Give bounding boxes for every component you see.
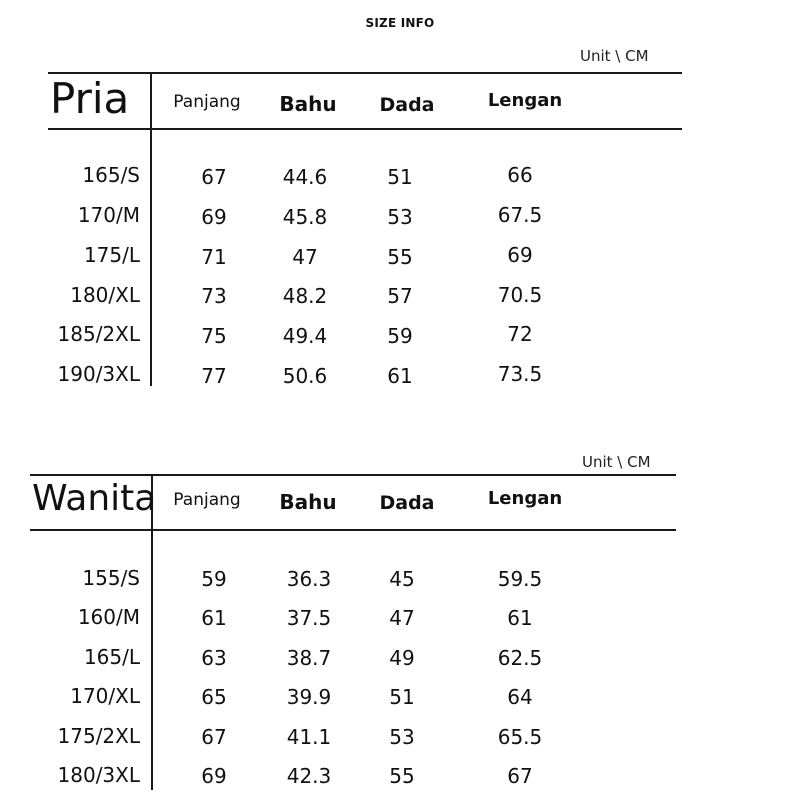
cell-panjang: 63 [201, 646, 227, 670]
size-label: 175/2XL [57, 724, 140, 748]
table-header-rule-wanita [30, 529, 676, 531]
column-header-dada: Dada [379, 94, 435, 116]
cell-panjang: 59 [201, 567, 227, 591]
cell-dada: 57 [387, 284, 413, 308]
cell-bahu: 49.4 [282, 324, 328, 348]
cell-dada: 55 [389, 764, 415, 788]
column-header-panjang: Panjang [173, 490, 241, 510]
cell-bahu: 42.3 [286, 764, 332, 788]
cell-lengan: 61 [507, 606, 533, 630]
size-label: 175/L [83, 243, 140, 267]
cell-dada: 53 [389, 725, 415, 749]
cell-panjang: 75 [201, 324, 227, 348]
table-column-divider-pria [150, 72, 152, 386]
cell-panjang: 61 [201, 606, 227, 630]
cell-lengan: 67 [507, 764, 533, 788]
cell-lengan: 67.5 [497, 203, 543, 227]
cell-panjang: 67 [201, 725, 227, 749]
size-label: 170/XL [70, 684, 140, 708]
column-header-lengan: Lengan [487, 488, 563, 509]
column-header-lengan: Lengan [487, 90, 563, 111]
cell-bahu: 48.2 [282, 284, 328, 308]
size-label: 185/2XL [57, 322, 140, 346]
cell-lengan: 64 [507, 685, 533, 709]
cell-lengan: 65.5 [497, 725, 543, 749]
cell-lengan: 66 [507, 163, 533, 187]
cell-bahu: 38.7 [286, 646, 332, 670]
cell-panjang: 65 [201, 685, 227, 709]
cell-dada: 55 [387, 245, 413, 269]
cell-dada: 51 [389, 685, 415, 709]
column-header-dada: Dada [379, 492, 435, 514]
group-label-wanita: Wanita [32, 478, 157, 519]
size-label: 160/M [77, 605, 140, 629]
cell-lengan: 69 [507, 243, 533, 267]
column-header-bahu: Bahu [279, 92, 337, 116]
cell-bahu: 50.6 [282, 364, 328, 388]
cell-bahu: 44.6 [282, 165, 328, 189]
cell-lengan: 62.5 [497, 646, 543, 670]
size-label: 165/L [83, 645, 140, 669]
cell-bahu: 47 [292, 245, 318, 269]
column-header-panjang: Panjang [173, 92, 241, 112]
cell-panjang: 69 [201, 205, 227, 229]
cell-panjang: 73 [201, 284, 227, 308]
cell-dada: 59 [387, 324, 413, 348]
cell-panjang: 77 [201, 364, 227, 388]
table-top-rule-wanita [30, 474, 676, 476]
size-label: 180/XL [70, 283, 140, 307]
size-label: 155/S [82, 566, 140, 590]
size-label: 165/S [82, 163, 140, 187]
cell-panjang: 71 [201, 245, 227, 269]
size-label: 170/M [77, 203, 140, 227]
cell-dada: 53 [387, 205, 413, 229]
size-label: 180/3XL [57, 763, 140, 787]
unit-label-wanita: Unit \ CM [582, 453, 651, 471]
cell-dada: 47 [389, 606, 415, 630]
cell-bahu: 41.1 [286, 725, 332, 749]
cell-panjang: 67 [201, 165, 227, 189]
size-label: 190/3XL [57, 362, 140, 386]
group-label-pria: Pria [50, 74, 130, 123]
cell-lengan: 70.5 [497, 283, 543, 307]
cell-dada: 51 [387, 165, 413, 189]
cell-dada: 49 [389, 646, 415, 670]
cell-panjang: 69 [201, 764, 227, 788]
cell-lengan: 59.5 [497, 567, 543, 591]
table-header-rule-pria [48, 128, 682, 130]
cell-lengan: 72 [507, 322, 533, 346]
cell-bahu: 37.5 [286, 606, 332, 630]
cell-bahu: 45.8 [282, 205, 328, 229]
cell-bahu: 39.9 [286, 685, 332, 709]
column-header-bahu: Bahu [279, 490, 337, 514]
cell-bahu: 36.3 [286, 567, 332, 591]
cell-lengan: 73.5 [497, 362, 543, 386]
table-column-divider-wanita [151, 474, 153, 790]
cell-dada: 61 [387, 364, 413, 388]
unit-label-pria: Unit \ CM [580, 47, 649, 65]
page-title: SIZE INFO [365, 16, 435, 30]
cell-dada: 45 [389, 567, 415, 591]
table-top-rule-pria [48, 72, 682, 74]
